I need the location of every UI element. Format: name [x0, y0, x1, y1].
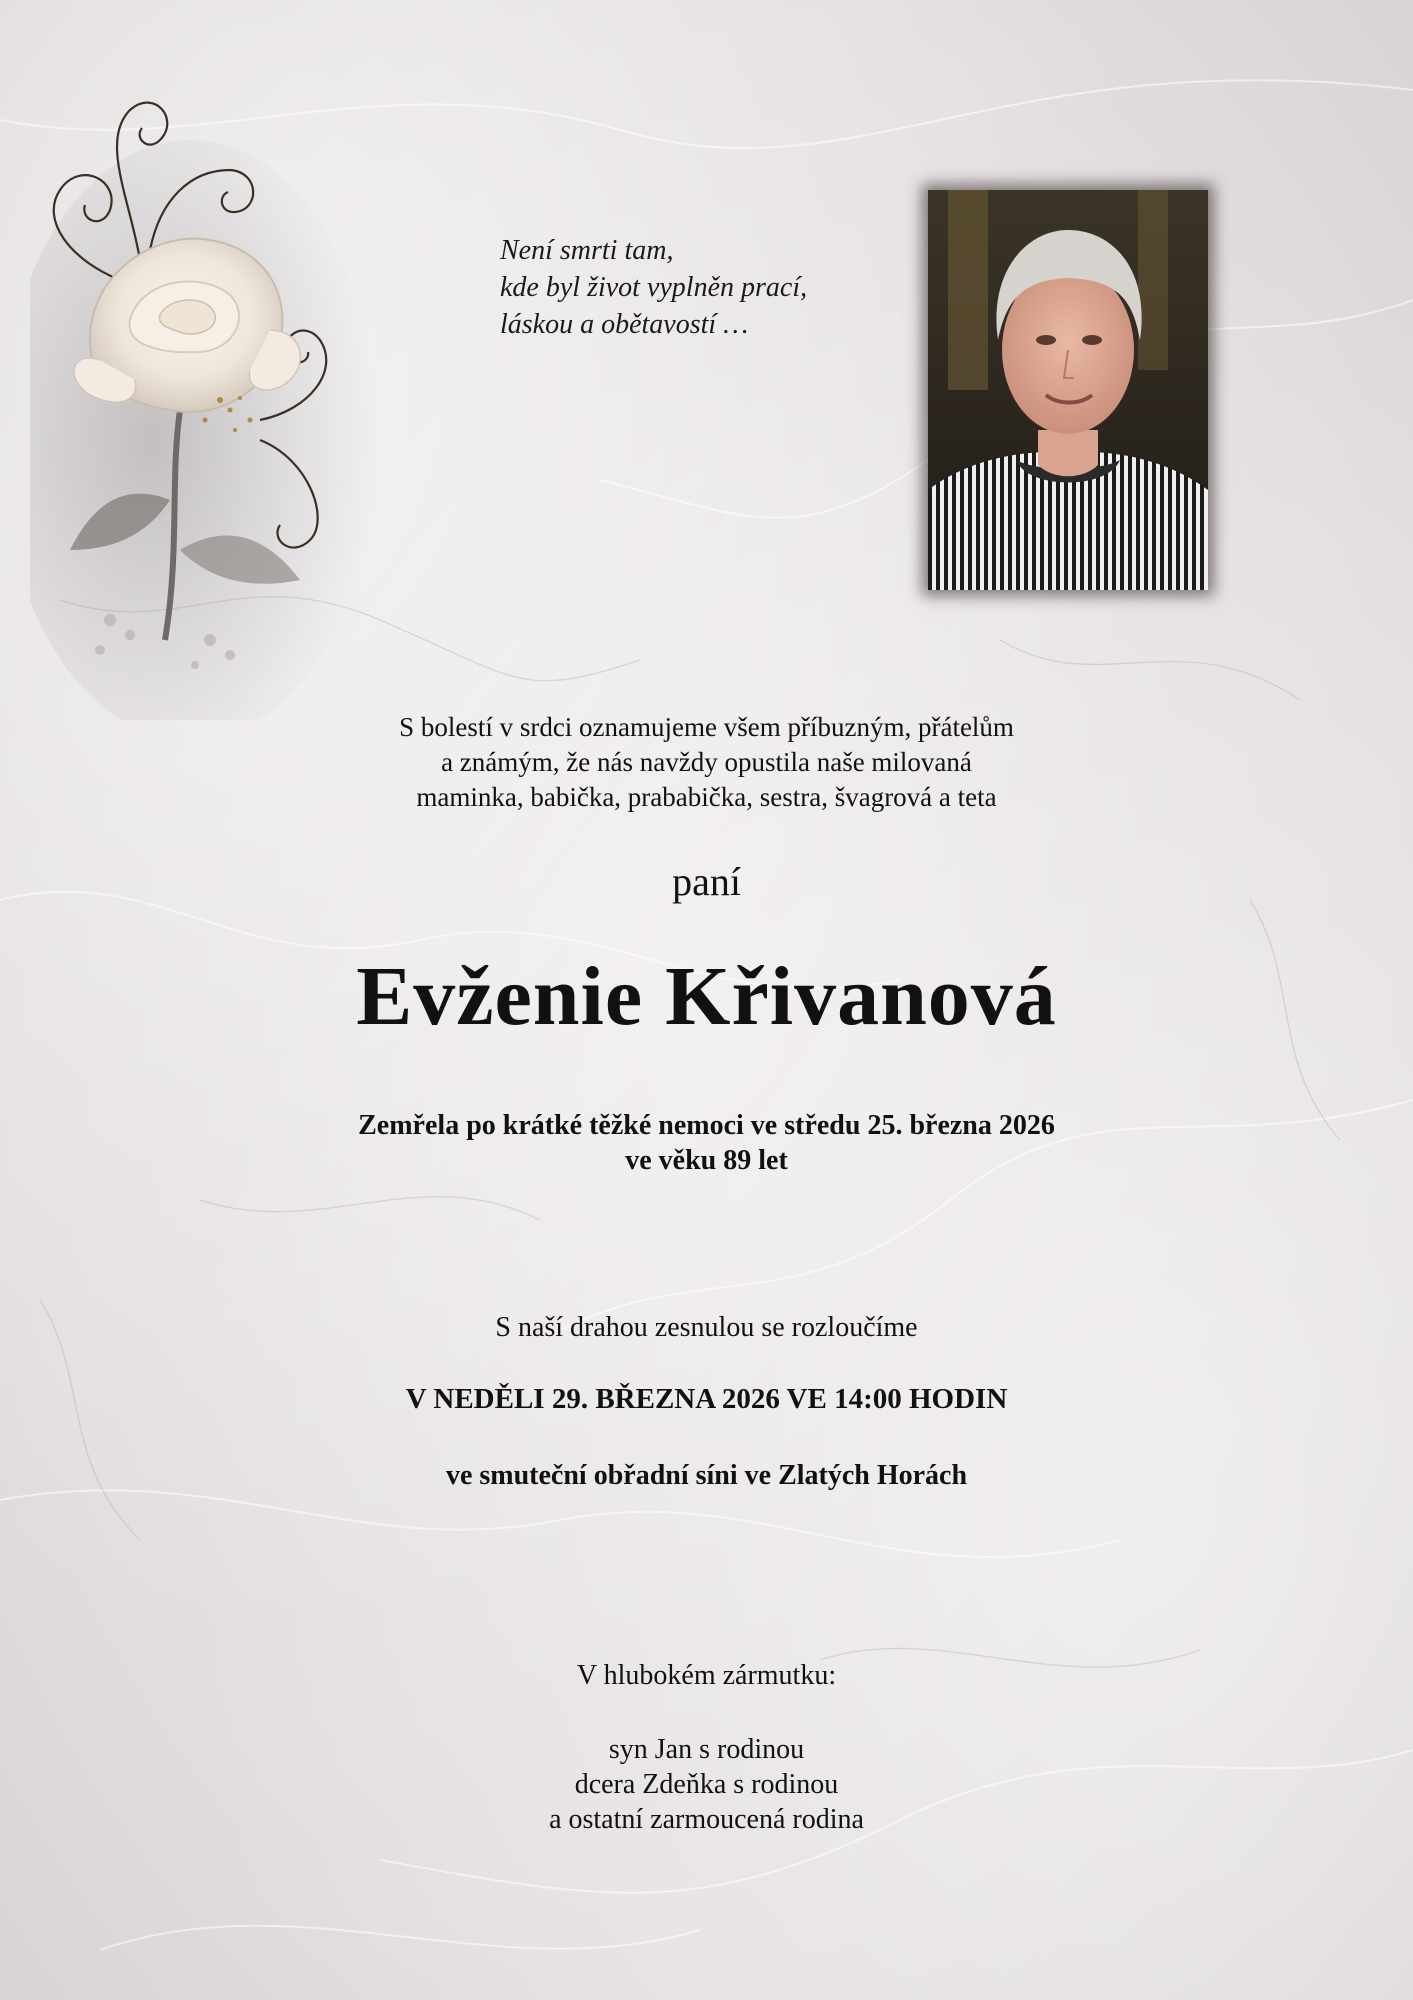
- mourner-line: dcera Zdeňka s rodinou: [574, 1769, 839, 1800]
- farewell-intro: S naší drahou zesnulou se rozloučíme: [495, 1312, 918, 1343]
- announcement-line: S bolestí v srdci oznamujeme všem příbuzným, přátelům: [399, 712, 1014, 742]
- white-rose-icon: [30, 80, 450, 720]
- portrait-photo: [928, 190, 1208, 590]
- quote-line: láskou a obětavostí …: [500, 309, 749, 340]
- memorial-quote: [500, 232, 920, 343]
- ceremony-venue: ve smuteční obřadní síni ve Zlatých Horách: [445, 1460, 968, 1491]
- announcement-line: maminka, babička, prababička, sestra, švagrová a teta: [416, 782, 997, 812]
- death-info-line: ve věku 89 let: [625, 1145, 788, 1176]
- deceased-name: Evženie Křivanová: [356, 950, 1057, 1043]
- quote-line: Není smrti tam,: [500, 235, 674, 266]
- portrait-photo-icon: [928, 190, 1208, 590]
- mourner-line: syn Jan s rodinou: [608, 1734, 805, 1765]
- death-info: [0, 1108, 1413, 1178]
- quote-line: kde byl život vyplněn prací,: [500, 272, 808, 303]
- mourners-heading: V hlubokém zármutku:: [576, 1660, 837, 1691]
- ceremony-datetime: V NEDĚLI 29. BŘEZNA 2026 VE 14:00 HODIN: [405, 1383, 1008, 1415]
- death-info-line: Zemřela po krátké těžké nemoci ve středu 25. března 2026: [358, 1110, 1055, 1141]
- announcement: [0, 710, 1413, 815]
- mourners-list: [0, 1732, 1413, 1837]
- salutation: paní: [672, 859, 741, 904]
- announcement-line: a známým, že nás navždy opustila naše milovaná: [441, 747, 972, 777]
- mourner-line: a ostatní zarmoucená rodina: [549, 1804, 864, 1835]
